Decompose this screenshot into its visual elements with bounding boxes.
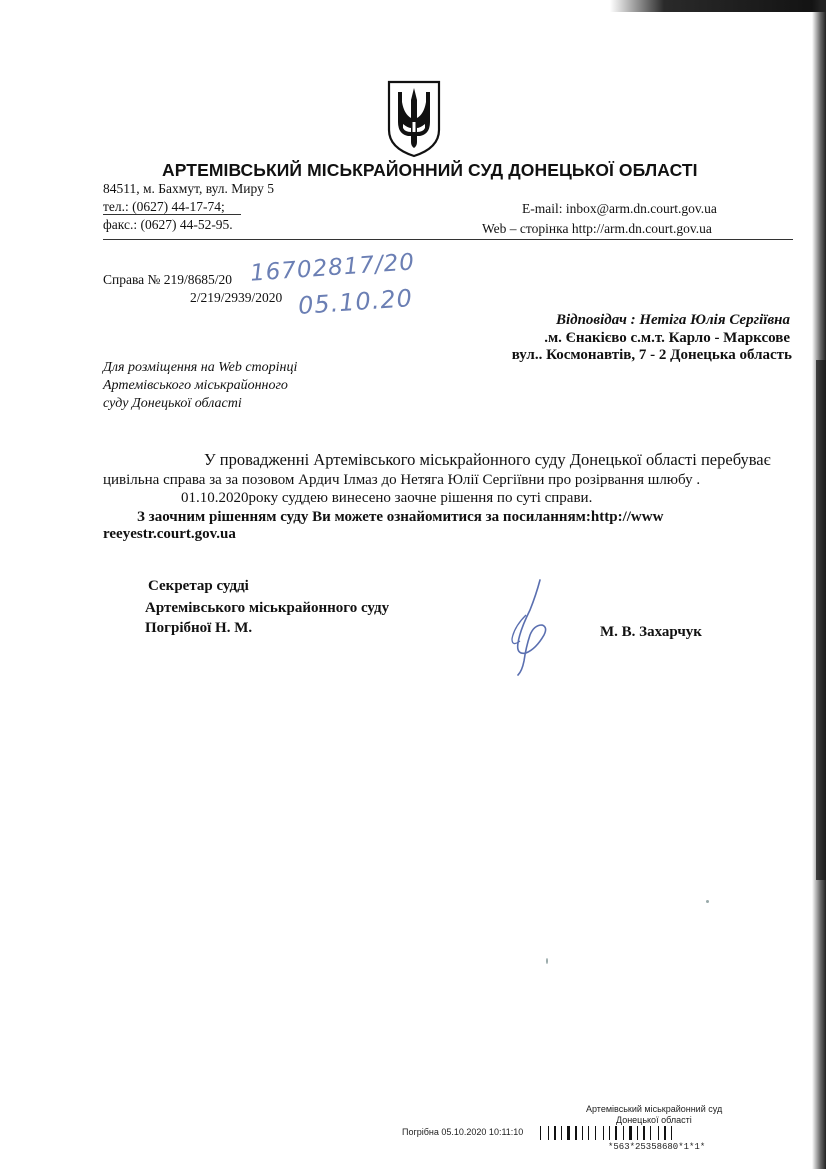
barcode-bar — [658, 1126, 659, 1140]
barcode-bar — [575, 1126, 577, 1140]
barcode-bar — [650, 1126, 651, 1140]
scan-edge-shadow — [816, 360, 826, 880]
court-title: АРТЕМІВСЬКИЙ МІСЬКРАЙОННИЙ СУД ДОНЕЦЬКОЇ ОБЛАСТІ — [162, 160, 698, 180]
barcode-bar — [582, 1126, 583, 1140]
court-phone: тел.: (0627) 44-17-74; — [103, 199, 225, 214]
case-number: Справа № 219/8685/20 — [103, 272, 233, 287]
barcode-bar — [637, 1126, 638, 1140]
proceeding-number: 2/219/2939/2020 — [190, 290, 283, 305]
scan-speck — [546, 958, 548, 964]
scan-speck — [706, 900, 709, 903]
court-address: 84511, м. Бахмут, вул. Миру 5 — [103, 181, 274, 196]
placement-note-line1: Для розміщення на Web сторінці — [103, 360, 298, 375]
signer-title-line3: Погрібної Н. М. — [145, 620, 253, 636]
court-website[interactable]: Web – сторінка http://arm.dn.court.gov.ua — [482, 221, 712, 236]
recipient-name: Відповідач : Нетіга Юлія Сергіївна — [555, 312, 790, 328]
signer-name: М. В. Захарчук — [600, 624, 702, 640]
body-paragraph-2: 01.10.2020року суддею винесено заочне рішення по суті справи. — [181, 490, 593, 506]
body-paragraph-3-line2[interactable]: reeyestr.court.gov.ua — [103, 526, 236, 542]
barcode-bar — [609, 1126, 610, 1140]
stamp-org-line1: Артемівський міськрайонний суд — [586, 1104, 723, 1114]
barcode-bar — [629, 1126, 632, 1140]
barcode-bar — [623, 1126, 624, 1140]
coat-of-arms-icon — [386, 78, 442, 158]
barcode-bar — [554, 1126, 556, 1140]
body-paragraph-3-line1: З заочним рішенням суду Ви можете ознайомитися за посиланням:http://www — [137, 509, 664, 525]
stamp-org-line2: Донецької області — [616, 1115, 692, 1125]
signer-title-line1: Секретар судді — [148, 578, 249, 594]
handwritten-incoming-number: 16702817/20 — [249, 249, 416, 287]
court-email[interactable]: E-mail: inbox@arm.dn.court.gov.ua — [522, 201, 717, 216]
recipient-city: .м. Єнакієво с.м.т. Карло - Марксове — [544, 330, 790, 346]
barcode-bar — [643, 1126, 645, 1140]
court-fax: факс.: (0627) 44-52-95. — [103, 217, 233, 232]
placement-note-line3: суду Донецької області — [103, 396, 242, 411]
barcode-bar — [588, 1126, 589, 1140]
stamp-registration: Погрібна 05.10.2020 10:11:10 — [402, 1127, 524, 1137]
handwritten-date: 05.10.20 — [297, 284, 414, 320]
signer-title-line2: Артемівського міськрайонного суду — [145, 600, 390, 616]
barcode-bar — [540, 1126, 541, 1140]
barcode-bar — [615, 1126, 617, 1140]
barcode-bar — [595, 1126, 596, 1140]
barcode-bar — [567, 1126, 570, 1140]
body-paragraph-1-line2: цивільна справа за за позовом Ардич Ілмаз до Нетяга Юлії Сергіївни про розірвання шлюбу . — [103, 472, 701, 488]
scan-edge-top — [610, 0, 826, 12]
recipient-street: вул.. Космонавтів, 7 - 2 Донецька область — [511, 347, 792, 363]
barcode-bar — [603, 1126, 604, 1140]
barcode-bar — [671, 1126, 672, 1140]
barcode-bar — [561, 1126, 562, 1140]
placement-note-line2: Артемівського міськрайонного — [103, 378, 288, 393]
phone-underline — [103, 214, 241, 215]
barcode-bar — [664, 1126, 666, 1140]
barcode-icon — [540, 1126, 780, 1140]
handwritten-signature — [500, 575, 560, 680]
barcode-text: *563*25358680*1*1* — [608, 1142, 706, 1152]
barcode-bar — [548, 1126, 549, 1140]
body-paragraph-1-line1: У провадженні Артемівського міськрайонного суду Донецької області перебуває — [204, 450, 771, 469]
header-divider — [103, 239, 793, 240]
